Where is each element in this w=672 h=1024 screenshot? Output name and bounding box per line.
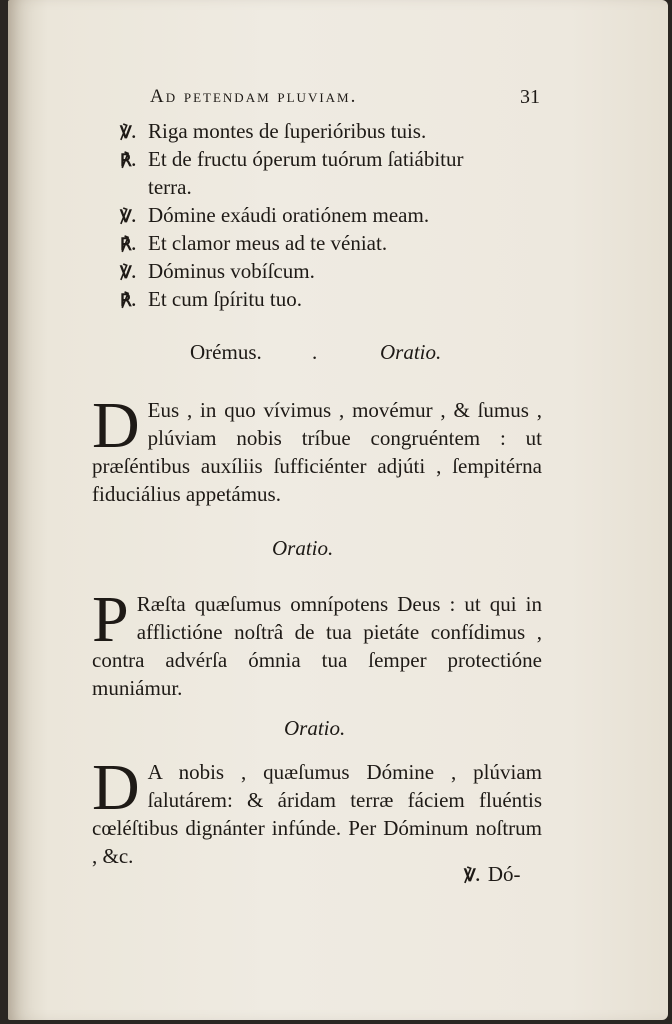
prayer-text: Eus , in quo vívimus , movémur , & ſumus , plúviam nobis tríbue congruéntem : ut præſéntibus auxíliis ſufficiénter adjúti , ſempitérna fiduciálius appetámus.	[92, 398, 542, 506]
catchword	[464, 862, 521, 887]
book-page	[8, 0, 668, 1020]
separator-dot: .	[312, 340, 318, 364]
response-continuation: terra.	[148, 175, 192, 199]
drop-cap: P	[92, 583, 129, 656]
page-number: 31	[520, 86, 540, 108]
prayer-paragraph	[92, 583, 542, 702]
response-text: Et clamor meus ad te véniat.	[148, 231, 388, 255]
running-header	[150, 86, 540, 108]
response-mark: ℟.	[120, 235, 136, 254]
response-line	[120, 146, 560, 201]
catchword-text: Dó-	[487, 862, 521, 886]
versicle-mark: ℣.	[120, 207, 136, 226]
versicle-line	[120, 118, 560, 146]
response-line	[120, 286, 560, 314]
prayer-text: A nobis , quæſumus Dómine , plúviam ſalutárem: & áridam terræ fáciem fluéntis cœléſtibus dignánter infúnde. Per Dóminum noſtrum , &c.	[92, 760, 542, 868]
versicle-line	[120, 202, 560, 230]
versicle-text: Dóminus vobíſcum.	[148, 259, 315, 283]
response-mark: ℟.	[120, 151, 136, 170]
versicle-mark: ℣.	[120, 263, 136, 282]
response-text: Et de fructu óperum tuórum ſatiábitur	[148, 147, 464, 171]
header-title: Ad petendam pluviam.	[150, 86, 358, 107]
oratio-heading: Oratio.	[272, 536, 334, 560]
response-text: Et cum ſpíritu tuo.	[148, 287, 302, 311]
oratio-heading: Oratio.	[380, 340, 442, 364]
response-mark: ℟.	[120, 291, 136, 310]
versicle-mark: ℣.	[120, 123, 136, 142]
versicle-text: Riga montes de ſuperióribus tuis.	[148, 119, 427, 143]
drop-cap: D	[92, 389, 140, 462]
drop-cap: D	[92, 751, 140, 824]
catchword-mark: ℣.	[464, 866, 480, 885]
versicle-line	[120, 258, 560, 286]
versicle-text: Dómine exáudi oratiónem meam.	[148, 203, 430, 227]
prayer-paragraph	[92, 389, 542, 508]
oratio-heading: Oratio.	[284, 716, 346, 740]
response-line	[120, 230, 560, 258]
prayer-text: Ræſta quæſumus omnípotens Deus : ut qui in afflictióne noſtrâ de tua pietáte confídimus , contra advérſa ómnia tua ſemper protectióne muniámur.	[92, 592, 542, 700]
oremus-heading: Orémus.	[190, 340, 262, 364]
prayer-paragraph	[92, 751, 542, 870]
